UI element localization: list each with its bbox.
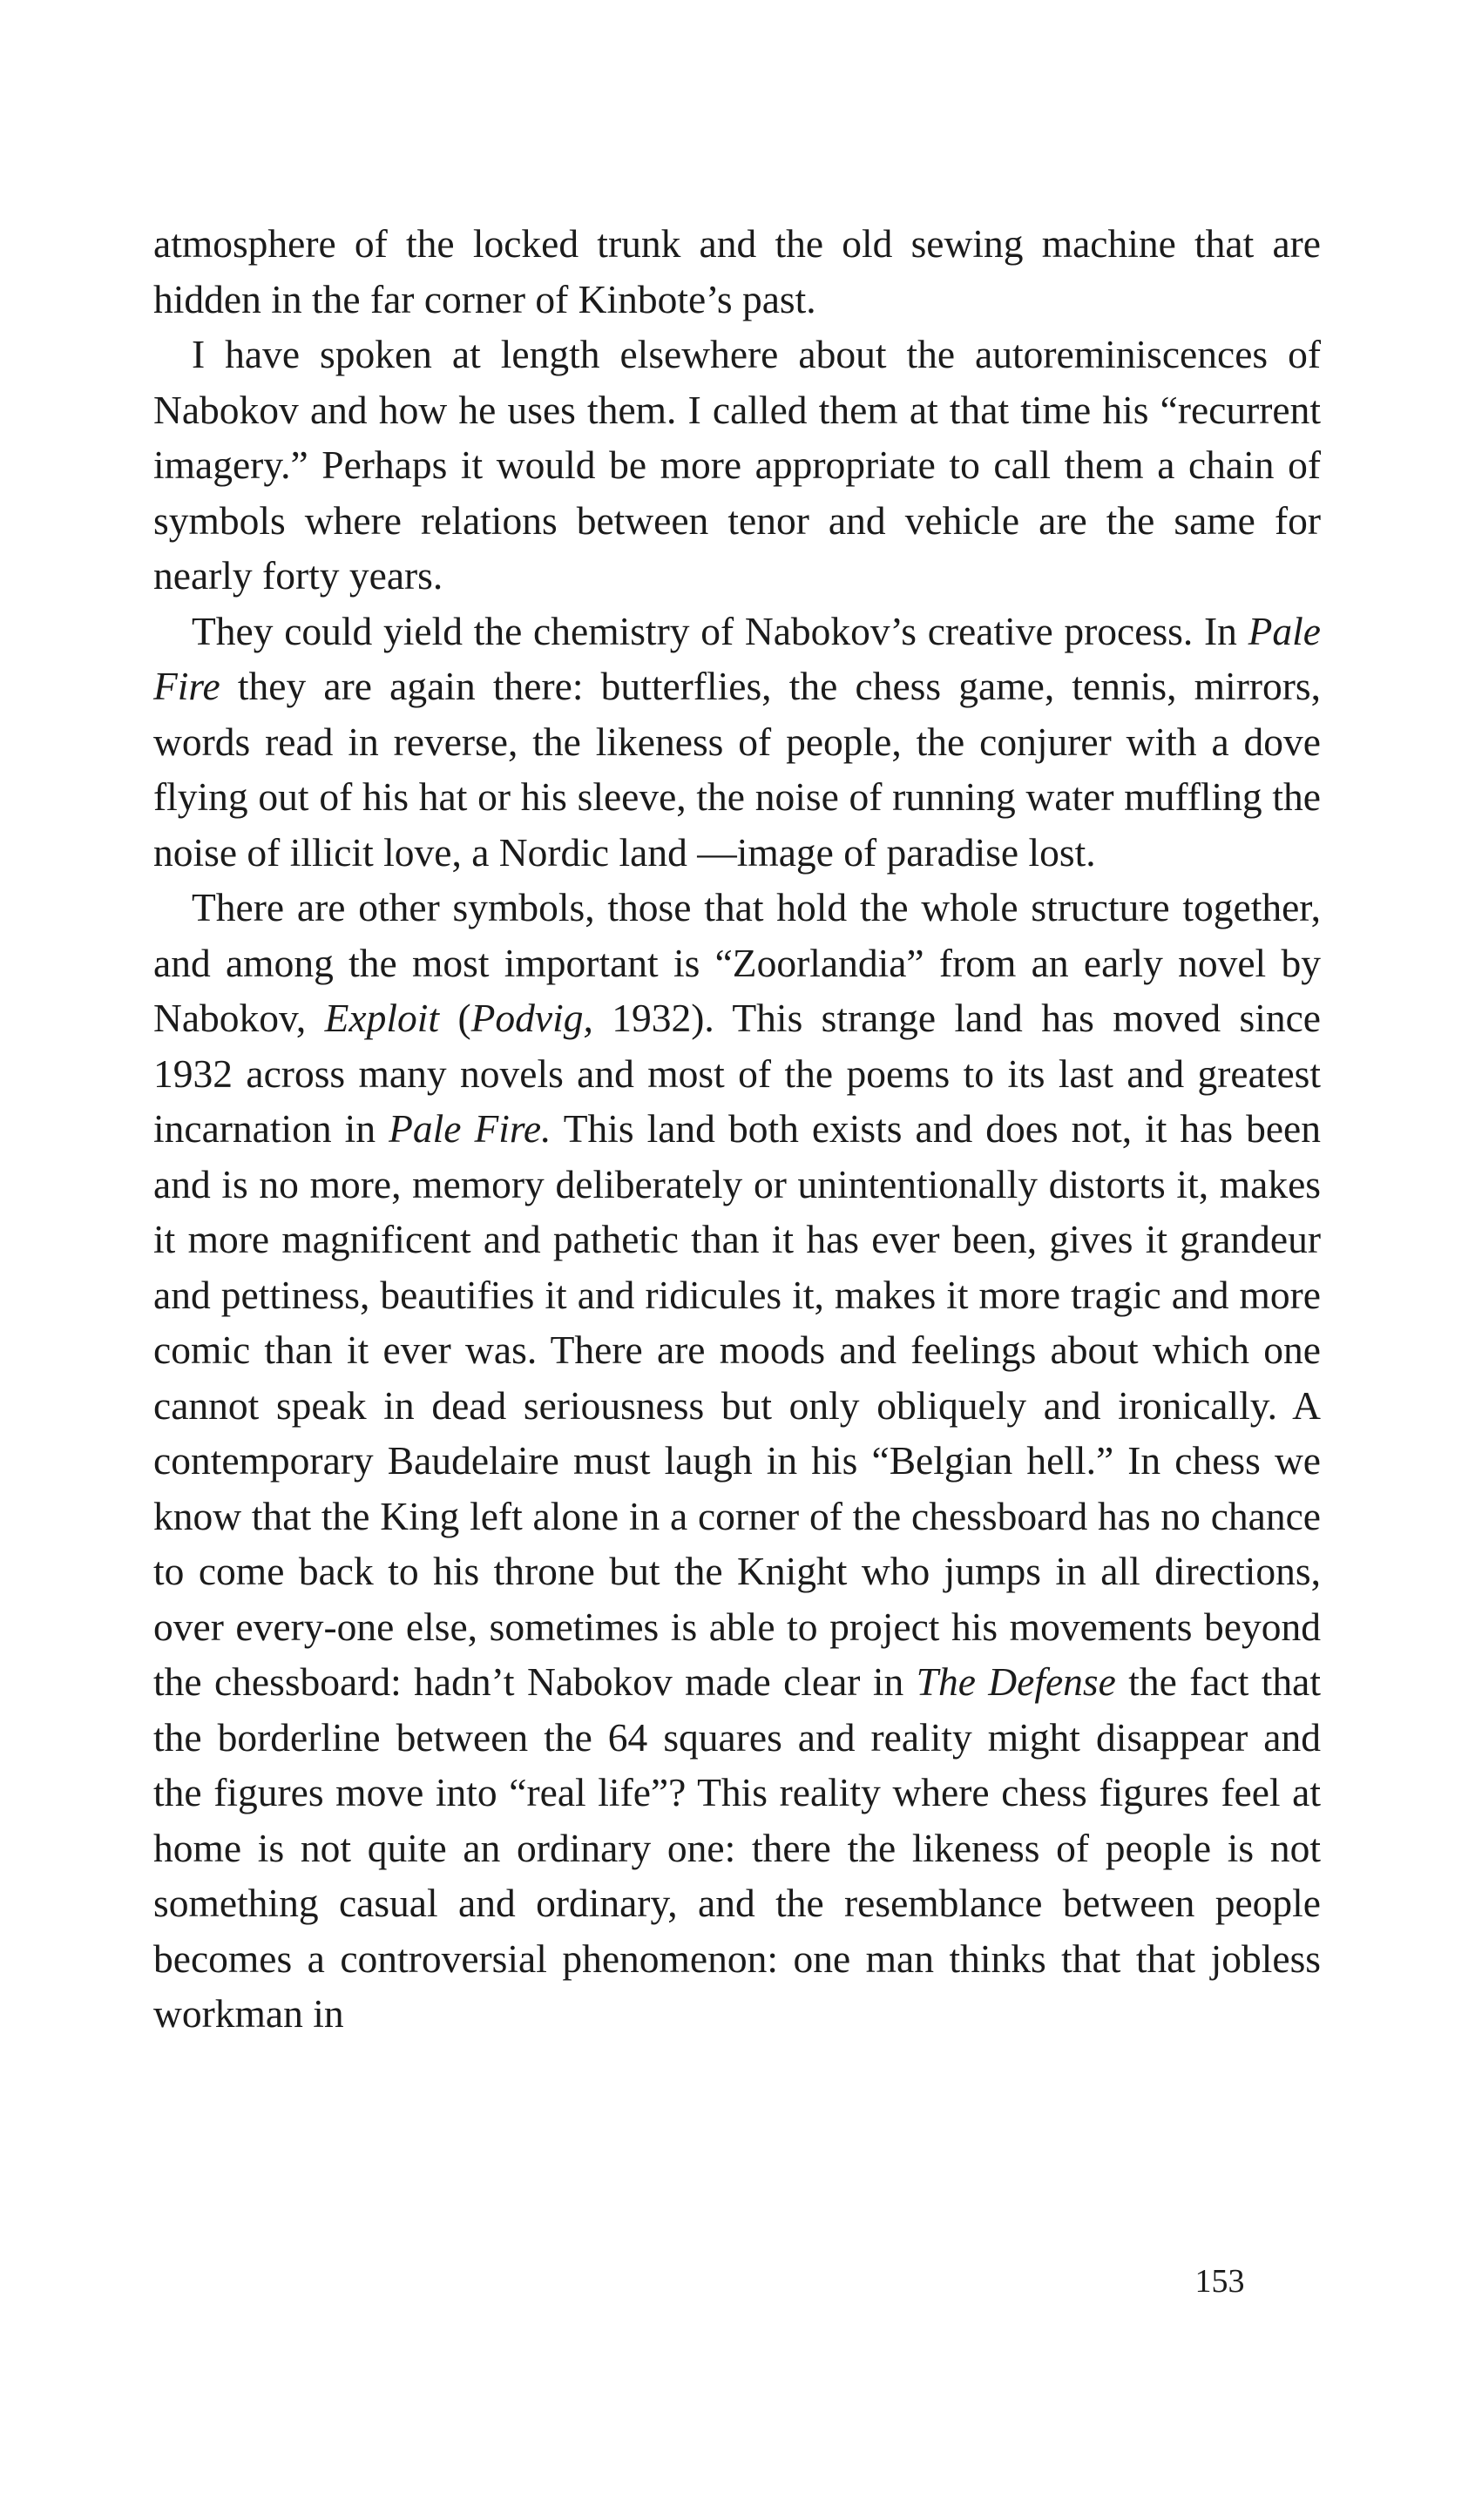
- paragraph: [153, 604, 1321, 881]
- text-run: atmosphere of the locked trunk and the old sewing machine that are hidden in the far corner of Kinbote’s past.: [153, 221, 1321, 321]
- text-run: I have spoken at length elsewhere about the autoreminiscences of Nabokov and how he uses them. I called them at that time his “recurrent imagery.” Perhaps it would be more appropriate to call them a chain of symbols where relations between tenor and vehicle are the same for nearly forty years.: [153, 332, 1321, 598]
- italic-title: Pale Fire: [153, 608, 1321, 708]
- paragraph: [153, 216, 1321, 327]
- text-run: they are again there: butterflies, the chess game, tennis, mirrors, words read in reverse, the likeness of people, the conjurer with a dove flying out of his hat or his sleeve, the noise of running water muffling the noise of illicit love, a Nordic land —image of paradise lost.: [153, 664, 1321, 875]
- italic-title: Exploit: [324, 996, 440, 1040]
- text-run: the fact that the borderline between the 64 squares and reality might disappear and the figures move into “real life”? This reality where chess figures feel at home is not quite an ordinary one: there the likeness of people is not something casual and ordinary, and the resemblance between people becomes a controversial phenomenon: one man thinks that that jobless workman in: [153, 1659, 1321, 2036]
- italic-title: Pale Fire.: [389, 1106, 551, 1151]
- body-text: [153, 216, 1321, 2042]
- text-run: (: [439, 996, 471, 1040]
- text-run: 1932). This strange land has moved since 1932 across many novels and most of the poems to its last and greatest incarnation in: [153, 996, 1321, 1151]
- text-run: This land both exists and does not, it has been and is no more, memory deliberately or unintentionally distorts it, makes it more magnificent and pathetic than it has ever been, gives it grandeur and pettiness, beautifies it and ridicules it, makes it more tragic and more comic than it ever was. There are moods and feelings about which one cannot speak in dead seriousness but only obliquely and ironically. A contemporary Baudelaire must laugh in his “Belgian hell.” In chess we know that the King left alone in a corner of the chessboard has no chance to come back to his throne but the Knight who jumps in all directions, over every-one else, sometimes is able to project his movements beyond the chessboard: hadn’t Nabokov made clear in: [153, 1106, 1321, 1704]
- paragraph: [153, 327, 1321, 604]
- italic-title: Podvig,: [470, 996, 593, 1040]
- text-run: There are other symbols, those that hold the whole structure together, and among the most important is “Zoorlandia” from an early novel by Nabokov,: [153, 885, 1321, 1040]
- italic-title: The Defense: [916, 1659, 1116, 1704]
- text-run: They could yield the chemistry of Nabokov’s creative process. In: [192, 608, 1248, 653]
- page-number: 153: [1194, 2263, 1245, 2300]
- paragraph: [153, 880, 1321, 2042]
